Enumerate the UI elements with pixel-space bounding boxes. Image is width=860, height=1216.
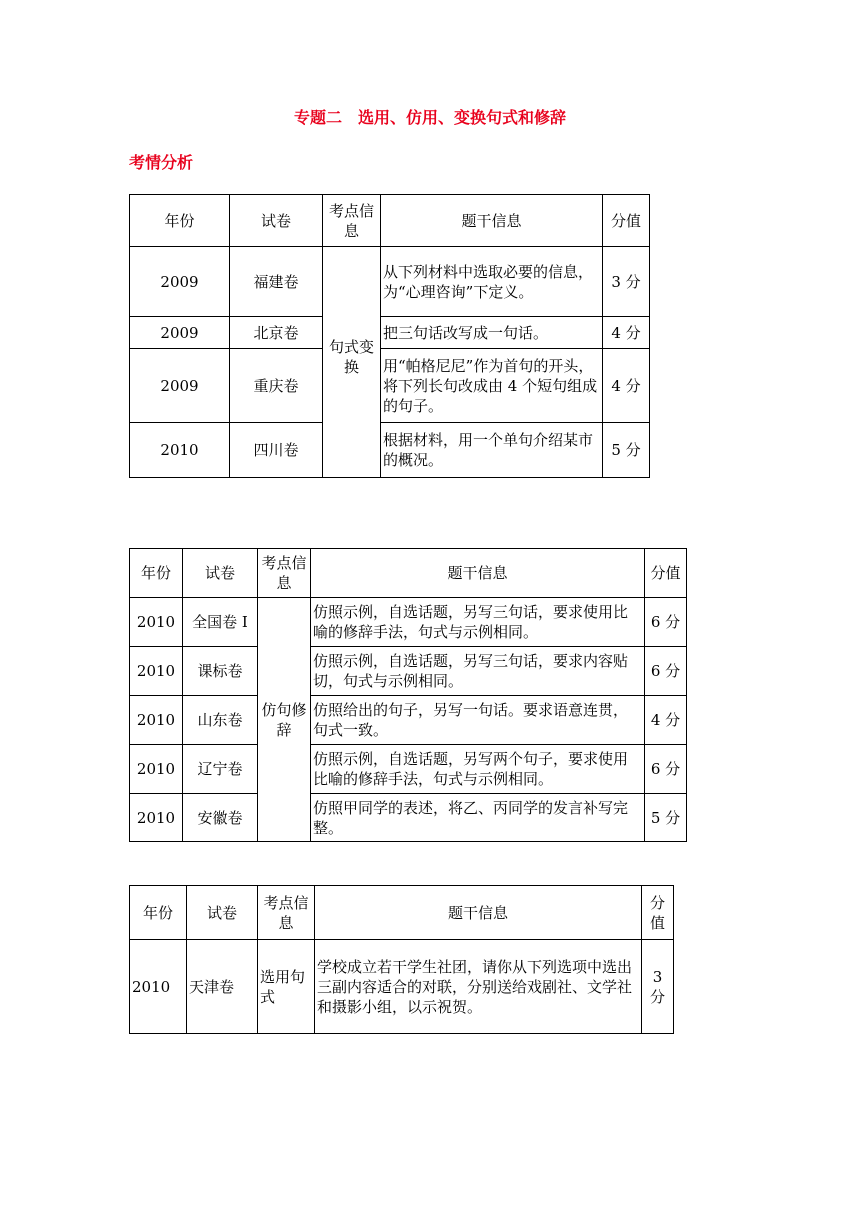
cell-score: 5 分 [602,422,650,478]
header-score: 分值 [641,885,674,939]
section-heading: 考情分析 [129,153,194,172]
table-header-row [129,194,650,246]
cell-score: 5 分 [644,793,687,842]
exam-table-3 [129,885,674,1034]
cell-score: 6 分 [644,597,687,646]
header-paper: 试卷 [186,885,257,939]
header-topic: 考点信息 [257,885,314,939]
exam-table-1 [129,194,650,478]
cell-topic-merged: 句式变换 [322,246,380,478]
header-topic: 考点信息 [322,194,380,246]
header-info: 题干信息 [380,194,602,246]
cell-year: 2010 [129,422,229,478]
page-title: 专题二 选用、仿用、变换句式和修辞 [293,108,566,127]
cell-paper: 安徽卷 [182,793,257,842]
cell-paper: 北京卷 [229,316,322,348]
cell-score: 3 分 [641,939,674,1034]
cell-info: 仿照示例，自选话题，另写两个句子，要求使用比喻的修辞手法，句式与示例相同。 [310,744,644,793]
header-info: 题干信息 [314,885,641,939]
cell-year: 2010 [129,939,186,1034]
cell-paper: 山东卷 [182,695,257,744]
table-row [129,744,687,793]
table-row [129,316,650,348]
cell-paper: 全国卷 I [182,597,257,646]
header-info: 题干信息 [310,548,644,597]
table-row [129,597,687,646]
cell-year: 2010 [129,695,182,744]
cell-paper: 课标卷 [182,646,257,695]
cell-paper: 辽宁卷 [182,744,257,793]
header-year: 年份 [129,885,186,939]
cell-topic-merged: 仿句修辞 [257,597,310,842]
table-row [129,695,687,744]
exam-table-2 [129,548,687,842]
table-row [129,793,687,842]
table-row [129,646,687,695]
cell-info: 根据材料，用一个单句介绍某市的概况。 [380,422,602,478]
cell-year: 2010 [129,744,182,793]
cell-topic: 选用句式 [257,939,314,1034]
cell-info: 仿照示例，自选话题，另写三句话，要求内容贴切，句式与示例相同。 [310,646,644,695]
cell-info: 学校成立若干学生社团，请你从下列选项中选出三副内容适合的对联，分别送给戏剧社、文学社和摄影小组，以示祝贺。 [314,939,641,1034]
cell-info: 用“帕格尼尼”作为首句的开头，将下列长句改成由 4 个短句组成的句子。 [380,348,602,422]
header-paper: 试卷 [229,194,322,246]
cell-info: 仿照示例，自选话题，另写三句话，要求使用比喻的修辞手法，句式与示例相同。 [310,597,644,646]
table-header-row [129,885,674,939]
cell-score: 3 分 [602,246,650,316]
header-paper: 试卷 [182,548,257,597]
table-row [129,348,650,422]
header-year: 年份 [129,194,229,246]
cell-paper: 四川卷 [229,422,322,478]
header-score: 分值 [644,548,687,597]
header-year: 年份 [129,548,182,597]
cell-score: 6 分 [644,744,687,793]
cell-paper: 福建卷 [229,246,322,316]
cell-year: 2009 [129,316,229,348]
cell-info: 把三句话改写成一句话。 [380,316,602,348]
cell-score: 4 分 [602,316,650,348]
table-row [129,246,650,316]
cell-year: 2010 [129,646,182,695]
cell-info: 仿照甲同学的表述，将乙、丙同学的发言补写完整。 [310,793,644,842]
header-score: 分值 [602,194,650,246]
table-row [129,422,650,478]
cell-score: 4 分 [602,348,650,422]
cell-info: 从下列材料中选取必要的信息，为“心理咨询”下定义。 [380,246,602,316]
cell-year: 2009 [129,348,229,422]
cell-score: 6 分 [644,646,687,695]
table-row [129,939,674,1034]
cell-info: 仿照给出的句子，另写一句话。要求语意连贯，句式一致。 [310,695,644,744]
cell-year: 2010 [129,597,182,646]
cell-year: 2009 [129,246,229,316]
cell-year: 2010 [129,793,182,842]
table-header-row [129,548,687,597]
cell-score: 4 分 [644,695,687,744]
cell-paper: 天津卷 [186,939,257,1034]
header-topic: 考点信息 [257,548,310,597]
cell-paper: 重庆卷 [229,348,322,422]
